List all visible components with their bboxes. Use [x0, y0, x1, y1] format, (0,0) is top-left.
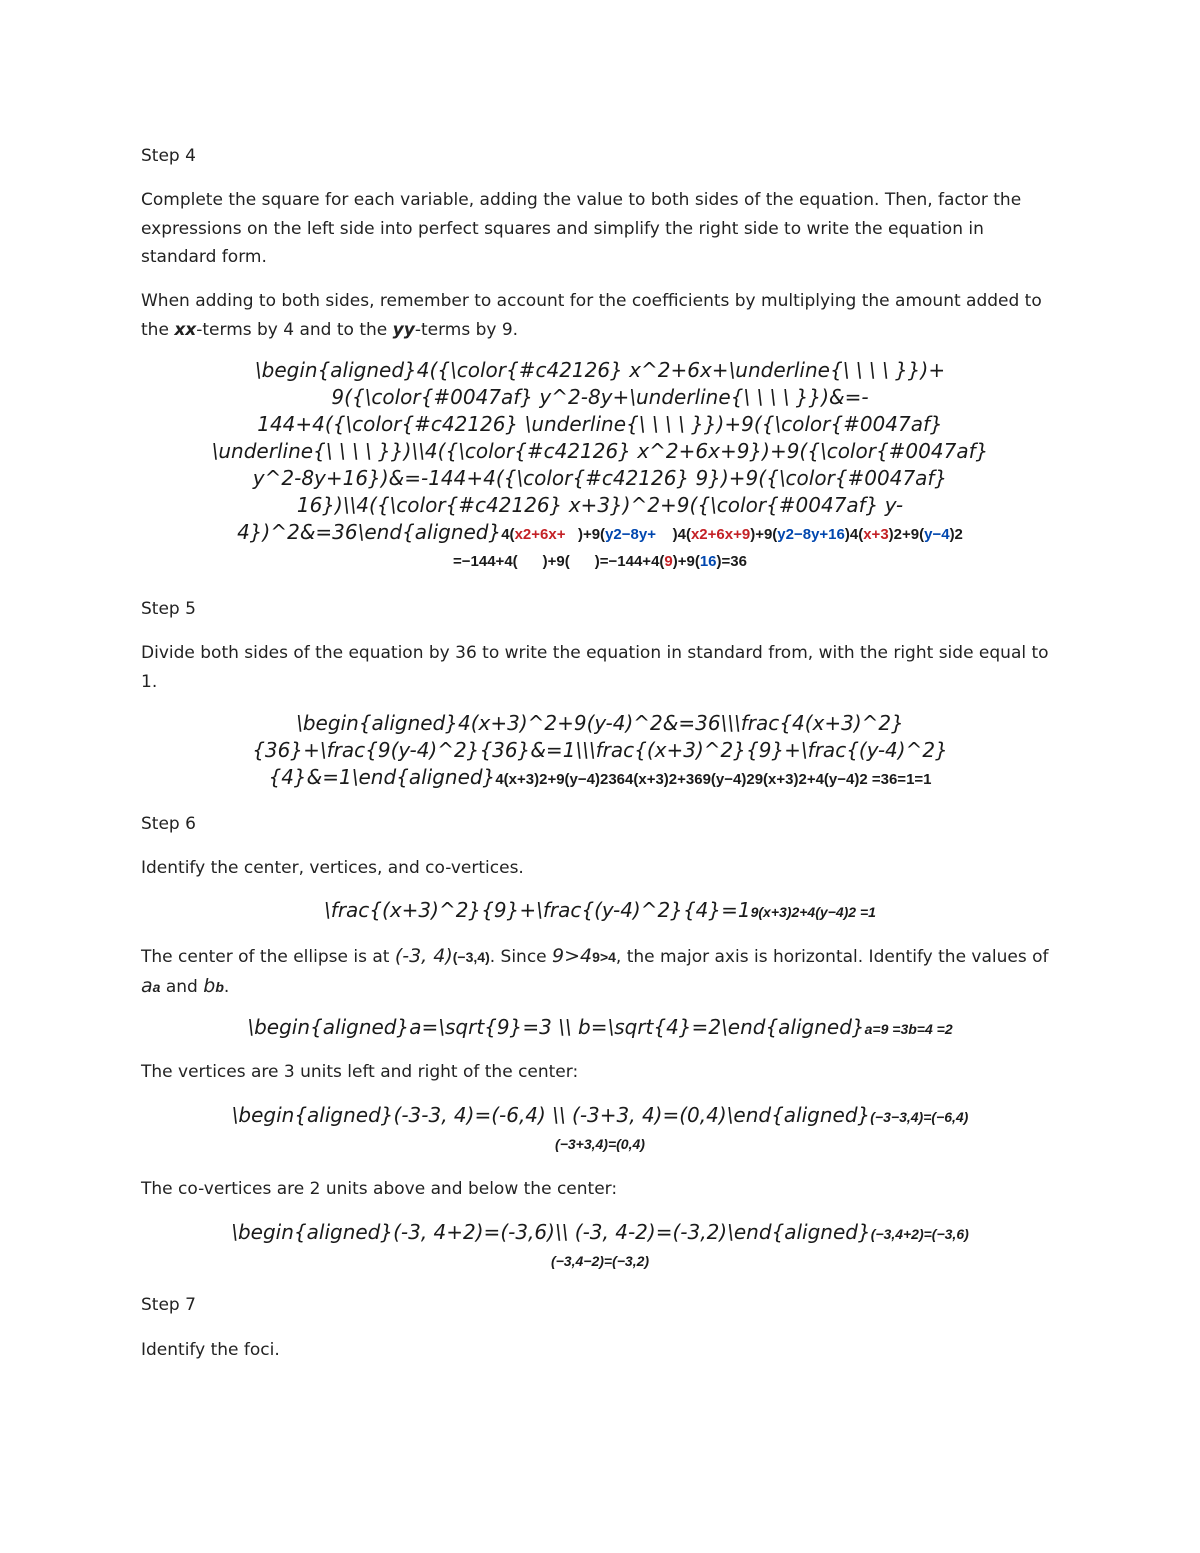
ab-equation: \begin{aligned}a=\sqrt{9}=3 \\ b=\sqrt{4}=2\end{aligned}a=9 =3b=4 =2 [247, 1015, 953, 1039]
latex-line: 16})\\4({\color{#c42126} x+3})^2+9({\color{#0047af} y- [296, 493, 904, 517]
covertices-equation: \begin{aligned}(-3, 4+2)=(-3,6)\\ (-3, 4-2)=(-3,2)\end{aligned}(−3,4+2)=(−3,6) (−3,4−2)=(−3,2) [141, 1219, 1059, 1275]
rendered-equation: 9(x+3)2+4(y−4)2 =1 [750, 904, 876, 920]
latex-line: y^2-8y+16})&=-144+4({\color{#c42126} 9})+9({\color{#0047af} [252, 466, 948, 490]
latex-line: {4}&=1\end{aligned}4(x+3)2+9(y−4)2364(x+3)2+369(y−4)29(x+3)2+4(y−4)2 =36=1=1 [268, 765, 932, 789]
step5-heading: Step 5 [141, 599, 196, 619]
latex-line: 144+4({\color{#c42126} \underline{\ \ \ \ }})+9({\color{#0047af} [257, 412, 943, 436]
step7-heading: Step 7 [141, 1295, 196, 1315]
step4-paragraph-2: When adding to both sides, remember to account for the coefficients by multiplying the amount added to the xx-terms by 4 and to the yy-terms by 9. [141, 291, 1042, 340]
step6-paragraph: Identify the center, vertices, and co-vertices. [141, 858, 524, 878]
step5-paragraph: Divide both sides of the equation by 36 to write the equation in standard from, with the right side equal to 1. [141, 643, 1049, 692]
rendered-equation: (−3−3,4)=(−6,4) [870, 1109, 969, 1125]
rendered-equation: a=9 =3b=4 =2 [864, 1021, 953, 1037]
rendered-equation-row-2: =−144+4( )+9( )=−144+4(9)+9(16)=36 [453, 553, 747, 570]
covertices-paragraph: The co-vertices are 2 units above and below the center: [141, 1179, 618, 1199]
step7-paragraph: Identify the foci. [141, 1340, 280, 1360]
latex-line: \begin{aligned}4(x+3)^2+9(y-4)^2&=36\\\frac{4(x+3)^2} [296, 711, 904, 735]
latex-line: \underline{\ \ \ \ }})\\4({\color{#c42126} x^2+6x+9})+9({\color{#0047af} [211, 439, 989, 463]
latex-line: {36}+\frac{9(y-4)^2}{36}&=1\\\frac{(x+3)^2}{9}+\frac{(y-4)^2} [252, 738, 948, 762]
step4-heading: Step 4 [141, 146, 196, 166]
step6-fraction-equation: \frac{(x+3)^2}{9}+\frac{(y-4)^2}{4}=19(x+3)2+4(y−4)2 =1 [324, 898, 876, 922]
rendered-equation-row-1: 4(x2+6x+ )+9(y2−8y+ )4(x2+6x+9)+9(y2−8y+16)4(x+3)2+9(y−4)2 [501, 526, 963, 543]
vertices-equation: \begin{aligned}(-3-3, 4)=(-6,4) \\ (-3+3, 4)=(0,4)\end{aligned}(−3−3,4)=(−6,4) (−3+3,4)=(0,4) [141, 1102, 1059, 1158]
step5-latex-block [141, 710, 1059, 793]
vertices-paragraph: The vertices are 3 units left and right of the center: [141, 1062, 579, 1082]
latex-line: \begin{aligned}4({\color{#c42126} x^2+6x+\underline{\ \ \ \ }})+ [254, 358, 946, 382]
step6-heading: Step 6 [141, 814, 196, 834]
rendered-equation: 4(x+3)2+9(y−4)2364(x+3)2+369(y−4)29(x+3)2+4(y−4)2 =36=1=1 [495, 771, 932, 788]
rendered-equation: (−3+3,4)=(0,4) [555, 1136, 645, 1152]
step4-latex-block [141, 357, 1059, 575]
center-paragraph: The center of the ellipse is at (-3, 4)(−3,4). Since 9>49>4, the major axis is horizontal. Identify the values of aa and bb. [141, 945, 1049, 997]
rendered-equation: (−3,4+2)=(−3,6) [870, 1226, 969, 1242]
step4-paragraph-1: Complete the square for each variable, adding the value to both sides of the equation. Then, factor the expressions on the left side into perfect squares and simplify the right side to write the equation in standard form. [141, 190, 1022, 267]
rendered-equation: (−3,4−2)=(−3,2) [550, 1253, 650, 1269]
latex-line: 9({\color{#0047af} y^2-8y+\underline{\ \ \ \ }})&=- [331, 385, 869, 409]
latex-line: 4})^2&=36\end{aligned}4(x2+6x+ )+9(y2−8y+ )4(x2+6x+9)+9(y2−8y+16)4(x+3)2+9(y−4)2 [237, 520, 963, 544]
